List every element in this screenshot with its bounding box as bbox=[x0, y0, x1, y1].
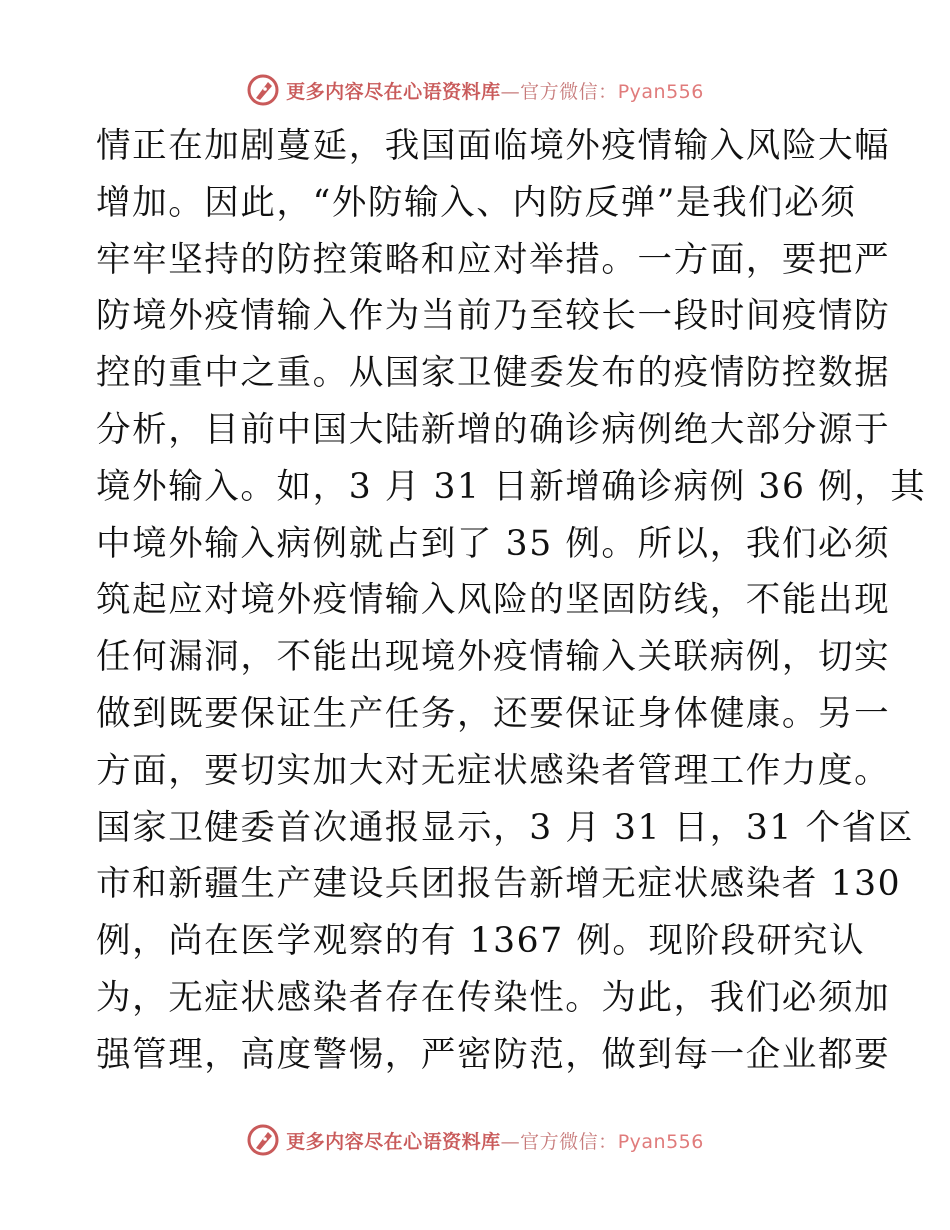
watermark-official-label: —官方微信： bbox=[500, 80, 618, 103]
watermark-brand: 更多内容尽在心语资料库 bbox=[286, 80, 501, 103]
text-line: 防境外疫情输入作为当前乃至较长一段时间疫情防 bbox=[96, 296, 891, 337]
text-line: 为，无症状感染者存在传染性。为此，我们必须加 bbox=[96, 977, 891, 1018]
watermark-wechat-id: Pyan556 bbox=[617, 80, 704, 103]
footer-watermark bbox=[0, 1120, 950, 1160]
text-line: 增加。因此，“外防输入、内防反弹”是我们必须 bbox=[96, 182, 857, 223]
header-watermark bbox=[0, 70, 950, 110]
pen-nib-circle-icon bbox=[246, 1123, 280, 1157]
watermark-wechat-id: Pyan556 bbox=[617, 1130, 704, 1153]
document-body bbox=[96, 118, 927, 1084]
watermark-official-label: —官方微信： bbox=[500, 1130, 618, 1153]
text-line: 情正在加剧蔓延，我国面临境外疫情输入风险大幅 bbox=[96, 126, 891, 166]
text-line: 方面，要切实加大对无症状感染者管理工作力度。 bbox=[96, 750, 891, 791]
text-line: 国家卫健委首次通报显示，3 月 31 日，31 个省区 bbox=[96, 807, 914, 848]
text-line: 中境外输入病例就占到了 35 例。所以，我们必须 bbox=[96, 523, 891, 564]
text-line: 做到既要保证生产任务，还要保证身体健康。另一 bbox=[96, 693, 891, 734]
text-line: 控的重中之重。从国家卫健委发布的疫情防控数据 bbox=[96, 353, 891, 394]
text-line: 境外输入。如，3 月 31 日新增确诊病例 36 例，其 bbox=[96, 466, 927, 507]
pen-nib-circle-icon bbox=[246, 73, 280, 107]
text-line: 牢牢坚持的防控策略和应对举措。一方面，要把严 bbox=[96, 239, 891, 280]
text-line: 筑起应对境外疫情输入风险的坚固防线，不能出现 bbox=[96, 580, 891, 621]
watermark-text bbox=[286, 77, 704, 104]
text-line: 例，尚在医学观察的有 1367 例。现阶段研究认 bbox=[96, 921, 866, 962]
watermark-brand: 更多内容尽在心语资料库 bbox=[286, 1130, 501, 1153]
text-line: 强管理，高度警惕，严密防范，做到每一企业都要 bbox=[96, 1034, 891, 1075]
text-line: 任何漏洞，不能出现境外疫情输入关联病例，切实 bbox=[96, 637, 891, 678]
text-line: 分析，目前中国大陆新增的确诊病例绝大部分源于 bbox=[96, 409, 891, 450]
watermark-text bbox=[286, 1127, 704, 1154]
text-line: 市和新疆生产建设兵团报告新增无症状感染者 130 bbox=[96, 864, 902, 905]
